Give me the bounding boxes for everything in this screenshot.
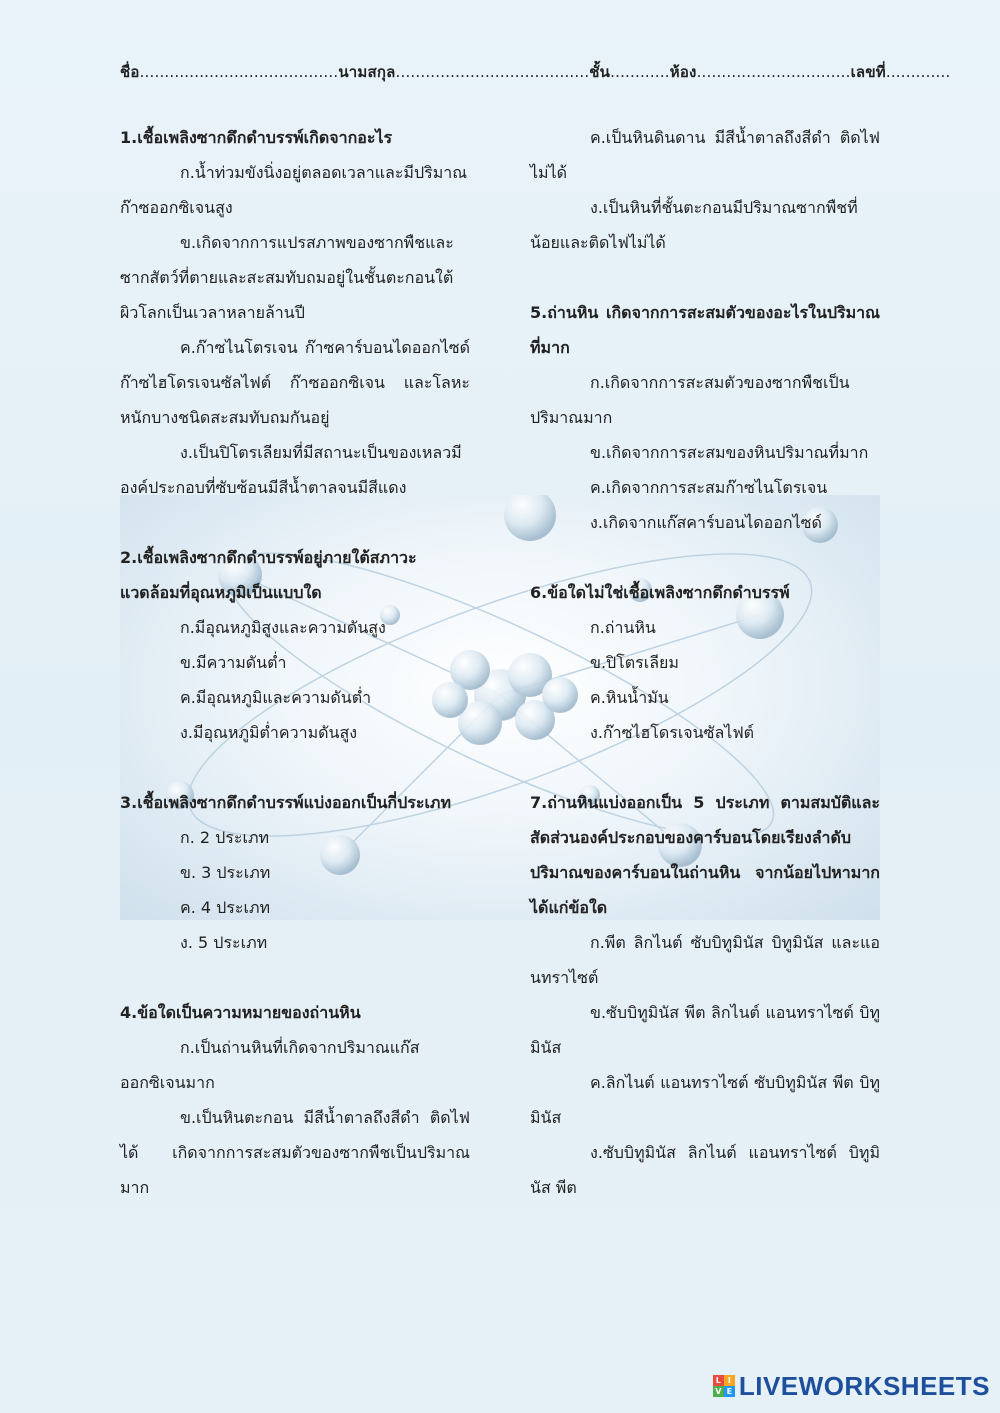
question-6-option-a[interactable]: ก.ถ่านหิน [590,618,656,637]
question-6-option-b[interactable]: ข.ปิโตรเลียม [590,653,679,672]
question-3-option-a[interactable]: ก. 2 ประเภท [180,828,270,847]
question-5-option-b[interactable]: ข.เกิดจากการสะสมของหินปริมาณที่มาก [590,443,869,462]
question-4-option-d[interactable]: ง.เป็นหินที่ชั้นตะกอนมีปริมาณซากพืชที่น้อยและติดไฟไม่ได้ [530,198,858,252]
question-2-title: 2.เชื้อเพลิงซากดึกดำบรรพ์อยู่ภายใต้สภาวะแวดล้อมที่อุณหภูมิเป็นแบบใด [120,548,417,602]
logo-letter-l: L [713,1375,724,1386]
question-3-option-b[interactable]: ข. 3 ประเภท [180,863,271,882]
question-4-option-b[interactable]: ข.เป็นหินตะกอน มีสีน้ำตาลถึงสีดำ ติดไฟได้ เกิดจากการสะสมตัวของซากพืชเป็นปริมาณมาก [120,1108,470,1197]
liveworksheets-wordmark: LIVEWORKSHEETS [738,1370,990,1401]
question-6-option-c[interactable]: ค.หินน้ำมัน [590,688,669,707]
question-2-option-b[interactable]: ข.มีความดันต่ำ [180,653,287,672]
question-7-option-b[interactable]: ข.ซับบิทูมินัส พีต ลิกไนต์ แอนทราไซต์ บิทูมินัส [530,1003,880,1057]
student-info-line [120,60,951,84]
surname-field[interactable]: ....................................... [395,63,590,81]
logo-letter-e: E [724,1386,735,1397]
surname-label: นามสกุล [338,63,396,81]
question-2-option-a[interactable]: ก.มีอุณหภูมิสูงและความดันสูง [180,618,386,637]
room-label: ห้อง [669,63,697,81]
question-5-option-c[interactable]: ค.เกิดจากการสะสมก๊าซไนโตรเจน [590,478,828,497]
question-1-title: 1.เชื้อเพลิงซากดึกดำบรรพ์เกิดจากอะไร [120,128,393,147]
name-label: ชื่อ [120,63,140,81]
question-1-option-a[interactable]: ก.น้ำท่วมขังนิ่งอยู่ตลอดเวลาและมีปริมาณก๊าซออกซิเจนสูง [120,163,468,217]
question-2-option-d[interactable]: ง.มีอุณหภูมิต่ำความดันสูง [180,723,358,742]
left-column [120,120,470,1205]
number-label: เลขที่ [850,63,886,81]
question-2-option-c[interactable]: ค.มีอุณหภูมิและความดันต่ำ [180,688,372,707]
liveworksheets-logo-icon [713,1375,735,1397]
question-1-option-d[interactable]: ง.เป็นปิโตรเลียมที่มีสถานะเป็นของเหลวมีองค์ประกอบที่ซับซ้อนมีสีน้ำตาลจนมีสีแดง [120,443,462,497]
question-3-title: 3.เชื้อเพลิงซากดึกดำบรรพ์แบ่งออกเป็นกี่ประเภท [120,793,451,812]
question-6-title: 6.ข้อใดไม่ใช่เชื้อเพลิงซากดึกดำบรรพ์ [530,583,790,602]
number-field[interactable]: ............. [885,63,951,81]
grade-field[interactable]: ............ [610,63,670,81]
question-7-option-d[interactable]: ง.ซับบิทูมินัส ลิกไนต์ แอนทราไซต์ บิทูมินัส พีต [530,1143,880,1197]
logo-letter-i: I [724,1375,735,1386]
room-field[interactable]: ............................... [696,63,851,81]
question-5-title: 5.ถ่านหิน เกิดจากการสะสมตัวของอะไรในปริมาณที่มาก [530,303,880,357]
logo-letter-v: V [713,1386,724,1397]
question-1-option-b[interactable]: ข.เกิดจากการแปรสภาพของซากพืชและซากสัตว์ที่ตายและสะสมทับถมอยู่ในชั้นตะกอนใต้ผิวโลกเป็นเวลาหลายล้านปี [120,233,454,322]
question-3-option-c[interactable]: ค. 4 ประเภท [180,898,271,917]
question-1-option-c[interactable]: ค.ก๊าซไนโตรเจน ก๊าซคาร์บอนไดออกไซด์ ก๊าซไฮโดรเจนซัลไฟต์ ก๊าซออกซิเจน และโลหะหนักบางชนิดสะสมทับถมกันอยู่ [120,338,470,427]
question-4-option-a[interactable]: ก.เป็นถ่านหินที่เกิดจากปริมาณแก๊สออกซิเจนมาก [120,1038,420,1092]
right-column [530,120,880,1205]
question-4-option-c[interactable]: ค.เป็นหินดินดาน มีสีน้ำตาลถึงสีดำ ติดไฟไม่ได้ [530,128,880,182]
question-6-option-d[interactable]: ง.ก๊าซไฮโดรเจนซัลไฟต์ [590,723,755,742]
question-4-title: 4.ข้อใดเป็นความหมายของถ่านหิน [120,1003,361,1022]
grade-label: ชั้น [589,63,611,81]
liveworksheets-brand[interactable] [713,1371,990,1401]
question-3-option-d[interactable]: ง. 5 ประเภท [180,933,268,952]
question-7-option-a[interactable]: ก.พีต ลิกไนต์ ซับบิทูมินัส บิทูมินัส และแอนทราไซต์ [530,933,880,987]
question-7-option-c[interactable]: ค.ลิกไนต์ แอนทราไซต์ ซับบิทูมินัส พีต บิทูมินัส [530,1073,880,1127]
question-5-option-a[interactable]: ก.เกิดจากการสะสมตัวของซากพืชเป็นปริมาณมาก [530,373,850,427]
question-7-title: 7.ถ่านหินแบ่งออกเป็น 5 ประเภท ตามสมบัติและสัดส่วนองค์ประกอบของคาร์บอนโดยเรียงลำดับปริมาณของคาร์บอนในถ่านหิน จากน้อยไปหามากได้แก่ข้อใด [530,793,880,917]
question-5-option-d[interactable]: ง.เกิดจากแก๊สคาร์บอนไดออกไซด์ [590,513,822,532]
name-field[interactable]: ........................................ [139,63,339,81]
